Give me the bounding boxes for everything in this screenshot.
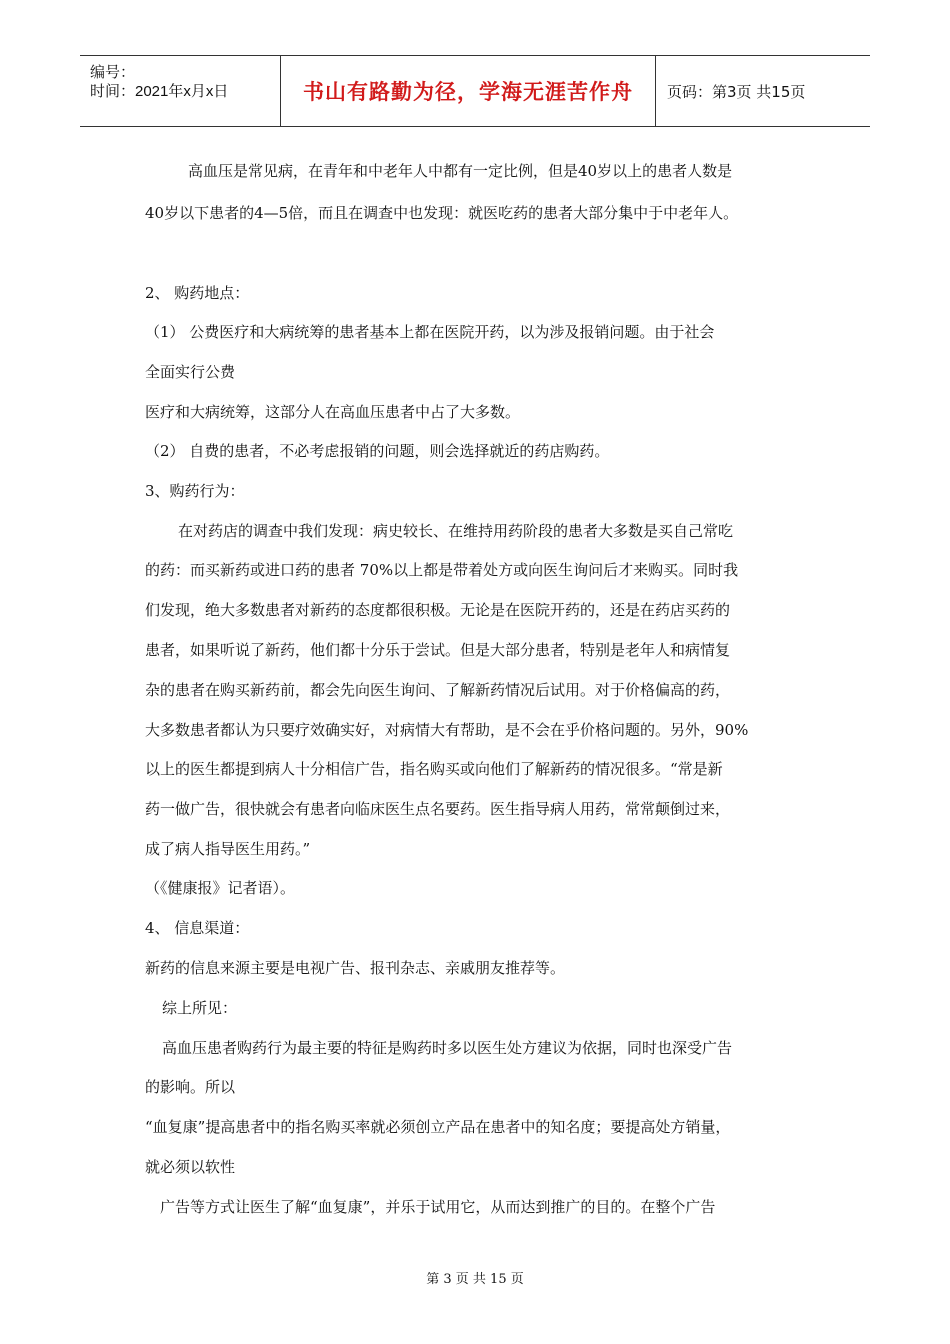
list-item-continuation: 医疗和大病统筹，这部分人在高血压患者中占了大多数。 <box>145 403 521 421</box>
paragraph-line: （《健康报》记者语）。 <box>145 879 296 897</box>
paragraph-line: 们发现，绝大多数患者对新药的态度都很积极。无论是在医院开药的，还是在药店买药的 <box>145 601 731 619</box>
paragraph-line: 新药的信息来源主要是电视广告、报刊杂志、亲戚朋友推荐等。 <box>145 959 566 977</box>
number-label: 编号： <box>90 64 136 81</box>
section-heading: 2、 购药地点： <box>145 284 250 302</box>
time-label: 时间：2021年x月x日 <box>90 83 229 100</box>
section-heading: 4、 信息渠道： <box>145 919 250 937</box>
section-heading: 3、购药行为： <box>145 482 245 500</box>
paragraph-line: “血复康”提高患者中的指名购买率就必须创立产品在患者中的知名度；要提高处方销量， <box>145 1118 731 1136</box>
header-meta <box>80 56 280 126</box>
paragraph-line: 的药：而买新药或进口药的患者 70%以上都是带着处方或向医生询问后才来购买。同时我 <box>145 561 739 579</box>
paragraph-line: 高血压是常见病，在青年和中老年人中都有一定比例，但是40岁以上的患者人数是 <box>188 162 733 180</box>
page-info: 页码：第3页 共15页 <box>667 82 806 101</box>
summary-heading: 综上所见： <box>162 999 238 1017</box>
paragraph-line: 以上的医生都提到病人十分相信广告，指名购买或向他们了解新药的情况很多。“常是新 <box>145 760 723 778</box>
list-item-continuation: 全面实行公费 <box>145 363 236 381</box>
list-item: （2） 自费的患者，不必考虑报销的问题，则会选择就近的药店购药。 <box>145 442 610 460</box>
paragraph-line: 大多数患者都认为只要疗效确实好，对病情大有帮助，是不会在乎价格问题的。另外，90% <box>145 721 749 739</box>
paragraph-line: 成了病人指导医生用药。” <box>145 840 311 858</box>
page-footer: 第 3 页 共 15 页 <box>426 1272 524 1287</box>
paragraph-line: 患者，如果听说了新药，他们都十分乐于尝试。但是大部分患者，特别是老年人和病情复 <box>145 641 731 659</box>
paragraph-line: 在对药店的调查中我们发现：病史较长、在维持用药阶段的患者大多数是买自己常吃 <box>178 522 734 540</box>
header-page-info-cell <box>655 56 882 126</box>
motto-text: 书山有路勤为径，学海无涯苦作舟 <box>303 80 633 104</box>
header-motto-cell <box>280 56 656 126</box>
paragraph-line: 40岁以下患者的4—5倍，而且在调查中也发现：就医吃药的患者大部分集中于中老年人。 <box>145 204 739 222</box>
paragraph-line: 就必须以软性 <box>145 1158 236 1176</box>
list-item: （1） 公费医疗和大病统筹的患者基本上都在医院开药，以为涉及报销问题。由于社会 <box>145 323 715 341</box>
paragraph-line: 药一做广告，很快就会有患者向临床医生点名要药。医生指导病人用药，常常颠倒过来， <box>145 800 731 818</box>
page-header <box>80 55 870 127</box>
paragraph-line: 杂的患者在购买新药前，都会先向医生询问、了解新药情况后试用。对于价格偏高的药， <box>145 681 731 699</box>
paragraph-line: 广告等方式让医生了解“血复康”，并乐于试用它，从而达到推广的目的。在整个广告 <box>160 1198 716 1216</box>
paragraph-line: 高血压患者购药行为最主要的特征是购药时多以医生处方建议为依据，同时也深受广告 <box>162 1039 733 1057</box>
paragraph-line: 的影响。所以 <box>145 1078 236 1096</box>
